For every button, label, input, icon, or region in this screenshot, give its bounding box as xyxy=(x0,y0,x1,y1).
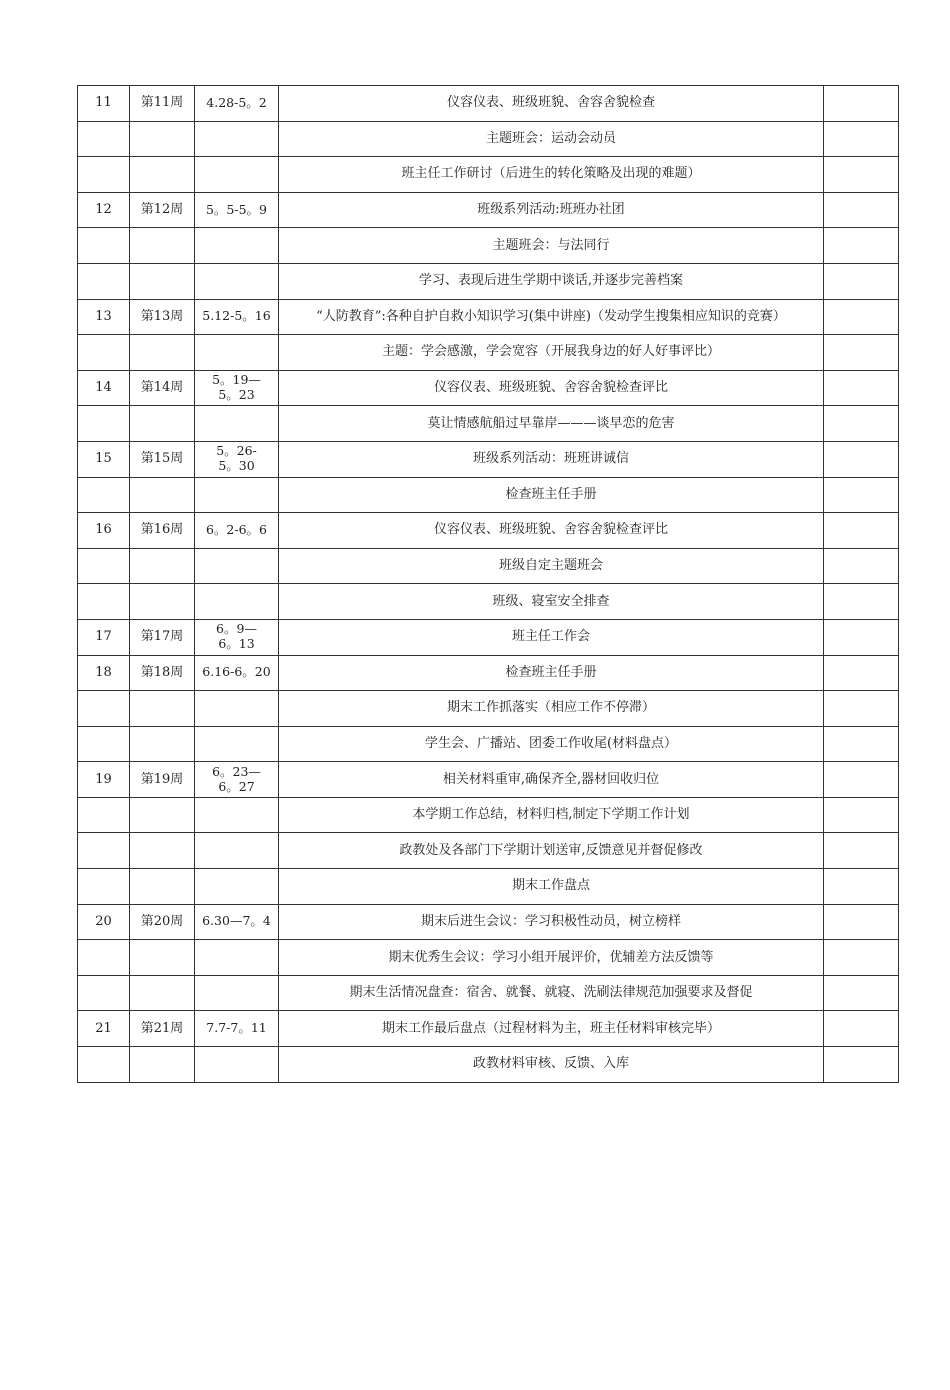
table-row xyxy=(78,869,899,905)
date-range-cell xyxy=(195,1011,279,1047)
note-cell xyxy=(824,86,899,122)
activity-content-cell: 期末优秀生会议：学习小组开展评价，优辅差方法反馈等 xyxy=(279,940,824,976)
week-number-cell: 12 xyxy=(78,192,130,228)
note-cell xyxy=(824,548,899,584)
week-label-cell xyxy=(130,584,195,620)
table-row xyxy=(78,940,899,976)
table-row xyxy=(78,513,899,549)
week-label-cell xyxy=(130,335,195,371)
date-range-text: 5.12-5。16 xyxy=(202,308,271,324)
activity-content-cell: 政教材料审核、反馈、入库 xyxy=(279,1047,824,1083)
activity-content-cell: 检查班主任手册 xyxy=(279,477,824,513)
week-label-cell xyxy=(130,263,195,299)
date-range-cell xyxy=(195,655,279,691)
activity-content-cell: 班级自定主题班会 xyxy=(279,548,824,584)
note-cell xyxy=(824,1011,899,1047)
note-cell xyxy=(824,192,899,228)
week-number-cell xyxy=(78,940,130,976)
week-label-cell: 第20周 xyxy=(130,904,195,940)
date-range-cell xyxy=(195,726,279,762)
date-range-cell xyxy=(195,370,279,406)
activity-content-cell: 主题：学会感激，学会宽容（开展我身边的好人好事评比） xyxy=(279,335,824,371)
date-range-cell xyxy=(195,192,279,228)
week-number-cell xyxy=(78,584,130,620)
date-range-cell xyxy=(195,797,279,833)
note-cell xyxy=(824,263,899,299)
note-cell xyxy=(824,619,899,655)
week-number-cell xyxy=(78,477,130,513)
week-label-cell xyxy=(130,975,195,1011)
week-number-cell xyxy=(78,975,130,1011)
note-cell xyxy=(824,121,899,157)
week-label-cell xyxy=(130,1047,195,1083)
week-number-cell: 19 xyxy=(78,762,130,798)
date-range-cell xyxy=(195,904,279,940)
activity-content-cell: 期末工作最后盘点（过程材料为主，班主任材料审核完毕） xyxy=(279,1011,824,1047)
week-label-cell xyxy=(130,548,195,584)
activity-content-cell: 班级系列活动:班班办社团 xyxy=(279,192,824,228)
activity-content-cell: 期末后进生会议：学习积极性动员，树立榜样 xyxy=(279,904,824,940)
date-range-cell xyxy=(195,869,279,905)
date-range-cell xyxy=(195,513,279,549)
date-range-cell xyxy=(195,157,279,193)
table-row xyxy=(78,1047,899,1083)
week-label-cell xyxy=(130,691,195,727)
activity-content-cell: 学生会、广播站、团委工作收尾(材料盘点） xyxy=(279,726,824,762)
table-row xyxy=(78,86,899,122)
date-range-text: 5。19—5。23 xyxy=(212,372,261,403)
date-range-cell xyxy=(195,584,279,620)
note-cell xyxy=(824,477,899,513)
date-range-cell xyxy=(195,548,279,584)
note-cell xyxy=(824,655,899,691)
note-cell xyxy=(824,691,899,727)
table-row xyxy=(78,833,899,869)
week-number-cell: 15 xyxy=(78,441,130,477)
date-range-text: 5。5-5。9 xyxy=(205,201,268,217)
note-cell xyxy=(824,157,899,193)
activity-content-cell: 期末生活情况盘查：宿舍、就餐、就寝、洗刷法律规范加强要求及督促 xyxy=(279,975,824,1011)
table-row xyxy=(78,299,899,335)
week-label-cell: 第12周 xyxy=(130,192,195,228)
date-range-cell xyxy=(195,833,279,869)
note-cell xyxy=(824,869,899,905)
week-number-cell xyxy=(78,121,130,157)
week-number-cell xyxy=(78,228,130,264)
activity-content-cell: 班级、寝室安全排查 xyxy=(279,584,824,620)
week-number-cell xyxy=(78,335,130,371)
date-range-cell xyxy=(195,975,279,1011)
date-range-cell xyxy=(195,940,279,976)
week-number-cell: 18 xyxy=(78,655,130,691)
note-cell xyxy=(824,975,899,1011)
week-label-cell xyxy=(130,797,195,833)
activity-content-cell: 莫让情感航船过早靠岸———谈早恋的危害 xyxy=(279,406,824,442)
week-number-cell xyxy=(78,833,130,869)
note-cell xyxy=(824,940,899,976)
week-number-cell xyxy=(78,157,130,193)
table-row xyxy=(78,335,899,371)
date-range-cell xyxy=(195,406,279,442)
activity-content-cell: 政教处及各部门下学期计划送审,反馈意见并督促修改 xyxy=(279,833,824,869)
date-range-text: 6.30—7。4 xyxy=(202,913,271,929)
activity-content-cell: 仪容仪表、班级班貌、舍容舍貌检查评比 xyxy=(279,370,824,406)
week-number-cell: 17 xyxy=(78,619,130,655)
week-label-cell: 第15周 xyxy=(130,441,195,477)
table-row xyxy=(78,477,899,513)
note-cell xyxy=(824,406,899,442)
week-label-cell: 第21周 xyxy=(130,1011,195,1047)
date-range-cell xyxy=(195,762,279,798)
schedule-table xyxy=(77,85,899,1083)
week-number-cell xyxy=(78,726,130,762)
date-range-text: 6.16-6。20 xyxy=(202,664,271,680)
table-row xyxy=(78,157,899,193)
table-row xyxy=(78,619,899,655)
date-range-cell xyxy=(195,1047,279,1083)
date-range-cell xyxy=(195,335,279,371)
activity-content-cell: 仪容仪表、班级班貌、舍容舍貌检查评比 xyxy=(279,513,824,549)
schedule-table-body xyxy=(78,86,899,1083)
week-label-cell: 第19周 xyxy=(130,762,195,798)
activity-content-cell: 主题班会：与法同行 xyxy=(279,228,824,264)
date-range-cell xyxy=(195,691,279,727)
note-cell xyxy=(824,904,899,940)
activity-content-cell: 班主任工作研讨（后进生的转化策略及出现的难题） xyxy=(279,157,824,193)
date-range-cell xyxy=(195,121,279,157)
date-range-text: 4.28-5。2 xyxy=(206,94,267,110)
week-label-cell xyxy=(130,157,195,193)
note-cell xyxy=(824,513,899,549)
week-number-cell: 11 xyxy=(78,86,130,122)
activity-content-cell: 期末工作抓落实（相应工作不停滞） xyxy=(279,691,824,727)
activity-content-cell: 检查班主任手册 xyxy=(279,655,824,691)
week-label-cell xyxy=(130,726,195,762)
table-row xyxy=(78,655,899,691)
note-cell xyxy=(824,228,899,264)
activity-content-cell: 主题班会：运动会动员 xyxy=(279,121,824,157)
activity-content-cell: 期末工作盘点 xyxy=(279,869,824,905)
note-cell xyxy=(824,441,899,477)
week-number-cell xyxy=(78,263,130,299)
week-number-cell xyxy=(78,406,130,442)
week-label-cell: 第16周 xyxy=(130,513,195,549)
week-label-cell xyxy=(130,833,195,869)
week-number-cell xyxy=(78,869,130,905)
week-label-cell xyxy=(130,228,195,264)
date-range-cell xyxy=(195,263,279,299)
table-row xyxy=(78,370,899,406)
date-range-text: 6。23—6。27 xyxy=(212,763,261,794)
activity-content-cell: 相关材料重审,确保齐全,器材回收归位 xyxy=(279,762,824,798)
table-row xyxy=(78,121,899,157)
table-row xyxy=(78,192,899,228)
activity-content-cell: 班级系列活动：班班讲诚信 xyxy=(279,441,824,477)
week-label-cell xyxy=(130,869,195,905)
week-number-cell xyxy=(78,797,130,833)
date-range-cell xyxy=(195,228,279,264)
date-range-cell xyxy=(195,441,279,477)
note-cell xyxy=(824,762,899,798)
note-cell xyxy=(824,584,899,620)
week-label-cell xyxy=(130,940,195,976)
note-cell xyxy=(824,797,899,833)
table-row xyxy=(78,691,899,727)
activity-content-cell: 仪容仪表、班级班貌、舍容舍貌检查 xyxy=(279,86,824,122)
table-row xyxy=(78,797,899,833)
date-range-cell xyxy=(195,299,279,335)
week-label-cell: 第14周 xyxy=(130,370,195,406)
week-label-cell: 第18周 xyxy=(130,655,195,691)
activity-content-cell: 本学期工作总结，材料归档,制定下学期工作计划 xyxy=(279,797,824,833)
week-number-cell: 14 xyxy=(78,370,130,406)
activity-content-cell: 学习、表现后进生学期中谈话,并逐步完善档案 xyxy=(279,263,824,299)
week-label-cell xyxy=(130,406,195,442)
activity-content-cell: 班主任工作会 xyxy=(279,619,824,655)
week-number-cell: 16 xyxy=(78,513,130,549)
table-row xyxy=(78,726,899,762)
table-row xyxy=(78,441,899,477)
date-range-cell xyxy=(195,86,279,122)
week-label-cell xyxy=(130,477,195,513)
table-row xyxy=(78,904,899,940)
table-row xyxy=(78,263,899,299)
table-row xyxy=(78,1011,899,1047)
week-number-cell xyxy=(78,548,130,584)
week-label-cell: 第17周 xyxy=(130,619,195,655)
table-row xyxy=(78,406,899,442)
date-range-text: 5。26-5。30 xyxy=(216,443,257,474)
activity-content-cell: “人防教育”:各种自护自救小知识学习(集中讲座)（发动学生搜集相应知识的竞赛） xyxy=(279,299,824,335)
note-cell xyxy=(824,335,899,371)
week-number-cell: 21 xyxy=(78,1011,130,1047)
date-range-text: 7.7-7。11 xyxy=(206,1020,267,1036)
note-cell xyxy=(824,726,899,762)
week-number-cell xyxy=(78,1047,130,1083)
week-label-cell: 第11周 xyxy=(130,86,195,122)
table-row xyxy=(78,584,899,620)
date-range-text: 6。9—6。13 xyxy=(216,621,257,652)
table-row xyxy=(78,228,899,264)
table-row xyxy=(78,548,899,584)
week-number-cell: 13 xyxy=(78,299,130,335)
table-row xyxy=(78,975,899,1011)
note-cell xyxy=(824,370,899,406)
week-label-cell xyxy=(130,121,195,157)
note-cell xyxy=(824,299,899,335)
week-label-cell: 第13周 xyxy=(130,299,195,335)
note-cell xyxy=(824,833,899,869)
week-number-cell: 20 xyxy=(78,904,130,940)
note-cell xyxy=(824,1047,899,1083)
date-range-cell xyxy=(195,477,279,513)
week-number-cell xyxy=(78,691,130,727)
date-range-cell xyxy=(195,619,279,655)
table-row xyxy=(78,762,899,798)
date-range-text: 6。2-6。6 xyxy=(205,521,268,537)
